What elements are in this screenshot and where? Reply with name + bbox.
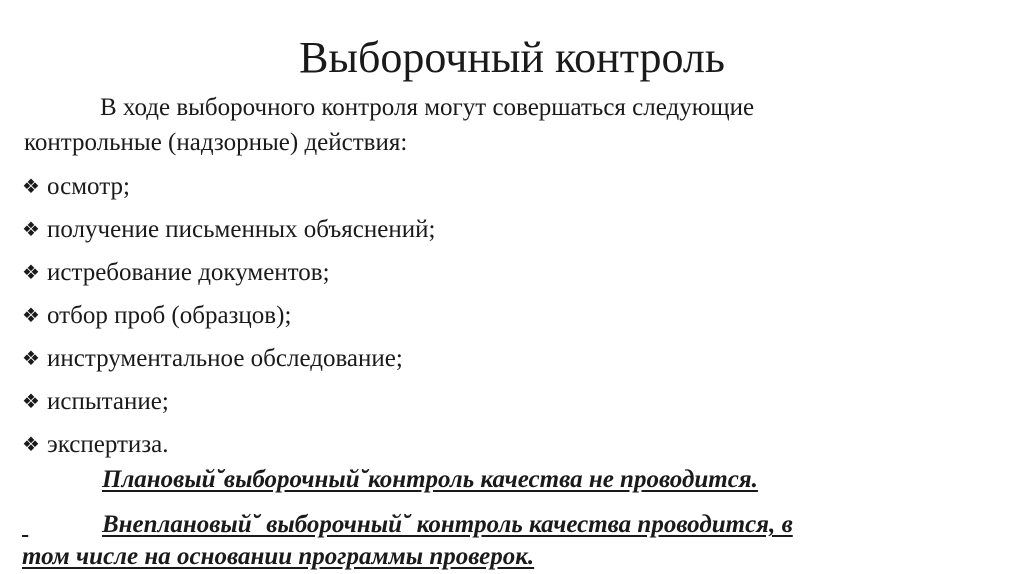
unplanned-note-line-1 xyxy=(22,509,952,541)
unplanned-note-line-1-text: Внеплановый˘ выборочный˘ контроль качества проводится, в xyxy=(102,511,793,538)
slide-title: Выборочный контроль xyxy=(299,33,725,82)
list-item xyxy=(22,380,435,423)
four-diamond-bullet-icon: ❖ xyxy=(22,176,40,198)
list-item-text: инструментальное обследование; xyxy=(47,345,403,372)
list-item-text: истребование документов; xyxy=(47,259,330,286)
list-item xyxy=(22,251,435,294)
list-item-text: отбор проб (образцов); xyxy=(47,302,292,329)
list-item xyxy=(22,337,435,380)
four-diamond-bullet-icon: ❖ xyxy=(22,391,40,413)
list-item xyxy=(22,294,435,337)
intro-paragraph xyxy=(24,90,1004,160)
actions-list xyxy=(22,165,435,466)
intro-line-1: В ходе выборочного контроля могут совершаться следующие xyxy=(100,94,755,121)
underline-indent xyxy=(22,509,102,541)
list-item-text: экспертиза. xyxy=(47,431,169,458)
list-item-text: получение письменных объяснений; xyxy=(47,216,436,243)
list-item xyxy=(22,165,435,208)
list-item-text: испытание; xyxy=(47,388,169,415)
unplanned-control-note xyxy=(22,509,952,573)
list-item xyxy=(22,423,435,466)
four-diamond-bullet-icon: ❖ xyxy=(22,434,40,456)
planned-control-note: Плановый˘выборочный˘контроль качества не проводится. xyxy=(102,466,758,493)
intro-line-2: контрольные (надзорные) действия: xyxy=(24,129,408,156)
four-diamond-bullet-icon: ❖ xyxy=(22,305,40,327)
four-diamond-bullet-icon: ❖ xyxy=(22,219,40,241)
four-diamond-bullet-icon: ❖ xyxy=(22,348,40,370)
list-item-text: осмотр; xyxy=(47,173,130,200)
unplanned-note-line-2: том числе на основании программы проверок. xyxy=(22,543,535,570)
four-diamond-bullet-icon: ❖ xyxy=(22,262,40,284)
list-item xyxy=(22,208,435,251)
